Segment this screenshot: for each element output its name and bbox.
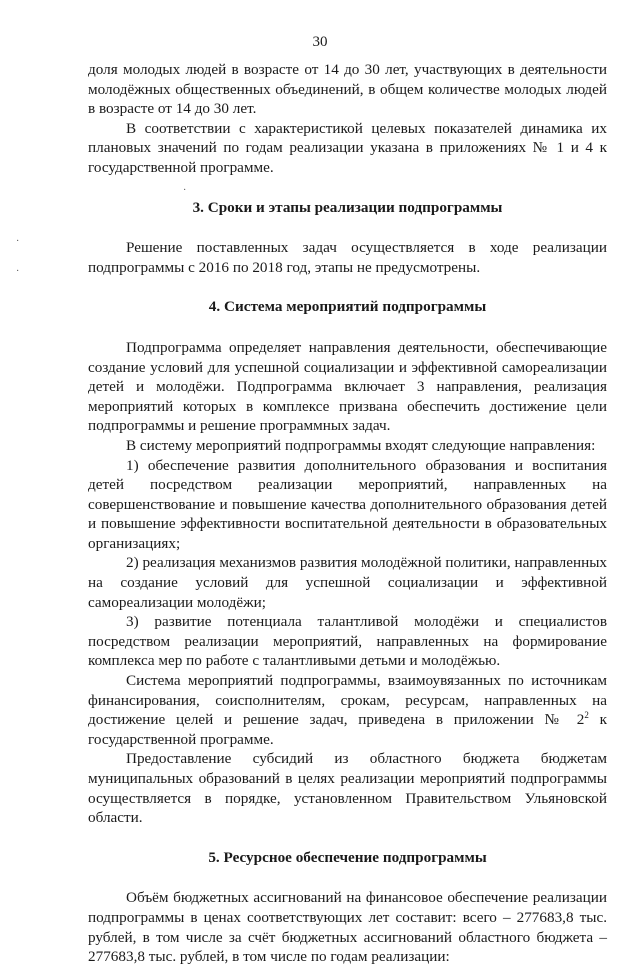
paragraph: В систему мероприятий подпрограммы входят следующие направления: <box>126 436 596 454</box>
paragraph: доля молодых людей в возрасте от 14 до 30 лет, участвующих в деятельности молодёжных общественных объединений, в общем количестве молодых людей в возрасте от 14 до 30 лет. <box>88 61 607 118</box>
paragraph: 3) развитие потенциала талантливой молодёжи и специалистов посредством реализации мероприятий, направленных на формирование комплекса мер по работе с талантливыми детьми и молодёжью. <box>88 613 607 670</box>
paragraph: 1) обеспечение развития дополнительного образования и воспитания детей посредством реализации мероприятий, направленных на совершенствование и повышение качества дополнительного образования детей и повышение эффективности воспитательной деятельности в образовательных организациях; <box>88 456 607 552</box>
scan-dot: · <box>16 266 20 277</box>
paragraph: 2) реализация механизмов развития молодёжной политики, направленных на создание условий для успешной социализации и эффективной самореализации молодёжи; <box>88 554 607 611</box>
section-3-heading: 3. Сроки и этапы реализации подпрограммы <box>192 198 503 216</box>
intro-block <box>88 119 607 178</box>
continuation-block <box>88 60 607 119</box>
scan-dot: · <box>16 236 20 247</box>
appendix-superscript: 2 <box>584 710 589 721</box>
paragraph: Решение поставленных задач осуществляется в ходе реализации подпрограммы с 2016 по 2018 год, этапы не предусмотрены. <box>88 239 607 276</box>
section-5-body <box>88 888 607 966</box>
appendix-paragraph: Система мероприятий подпрограммы, взаимоувязанных по источникам финансирования, соисполнителям, срокам, ресурсам, направленных на достижение целей и решение задач, приведена в приложении № $2^2$ к государственной программе. <box>88 672 607 748</box>
section-4-body <box>88 338 607 671</box>
paragraph: В соответствии с характеристикой целевых показателей динамика их плановых значений по годам реализации указана в приложениях № 1 и 4 к государственной программе. <box>88 119 607 176</box>
section-5-heading: 5. Ресурсное обеспечение подпрограммы <box>208 848 487 866</box>
section-4-body-end <box>88 749 607 827</box>
page-number: 30 <box>312 34 328 50</box>
section-3-body <box>88 238 607 277</box>
section-4-heading: 4. Система мероприятий подпрограммы <box>208 298 487 316</box>
paragraph: Объём бюджетных ассигнований на финансовое обеспечение реализации подпрограммы в ценах соответствующих лет составит: всего – 277683,8 тыс. рублей, в том числе за счёт бюджетных ассигнований областного бюджета – 277683,8 тыс. рублей, в том числе по годам реализации: <box>88 889 607 966</box>
document-body <box>88 60 607 967</box>
paragraph: Предоставление субсидий из областного бюджета бюджетам муниципальных образований в целях реализации мероприятий подпрограммы осуществляется в порядке, установленном Правительством Ульяновской области. <box>88 750 607 827</box>
paragraph: Подпрограмма определяет направления деятельности, обеспечивающие создание условий для успешной социализации и эффективной самореализации детей и молодёжи. Подпрограмма включает 3 направления, реализация мероприятий которых в комплексе призвана обеспечить достижение цели подпрограммы и решение программных задач. <box>88 338 607 435</box>
scan-dot: · <box>183 185 187 196</box>
